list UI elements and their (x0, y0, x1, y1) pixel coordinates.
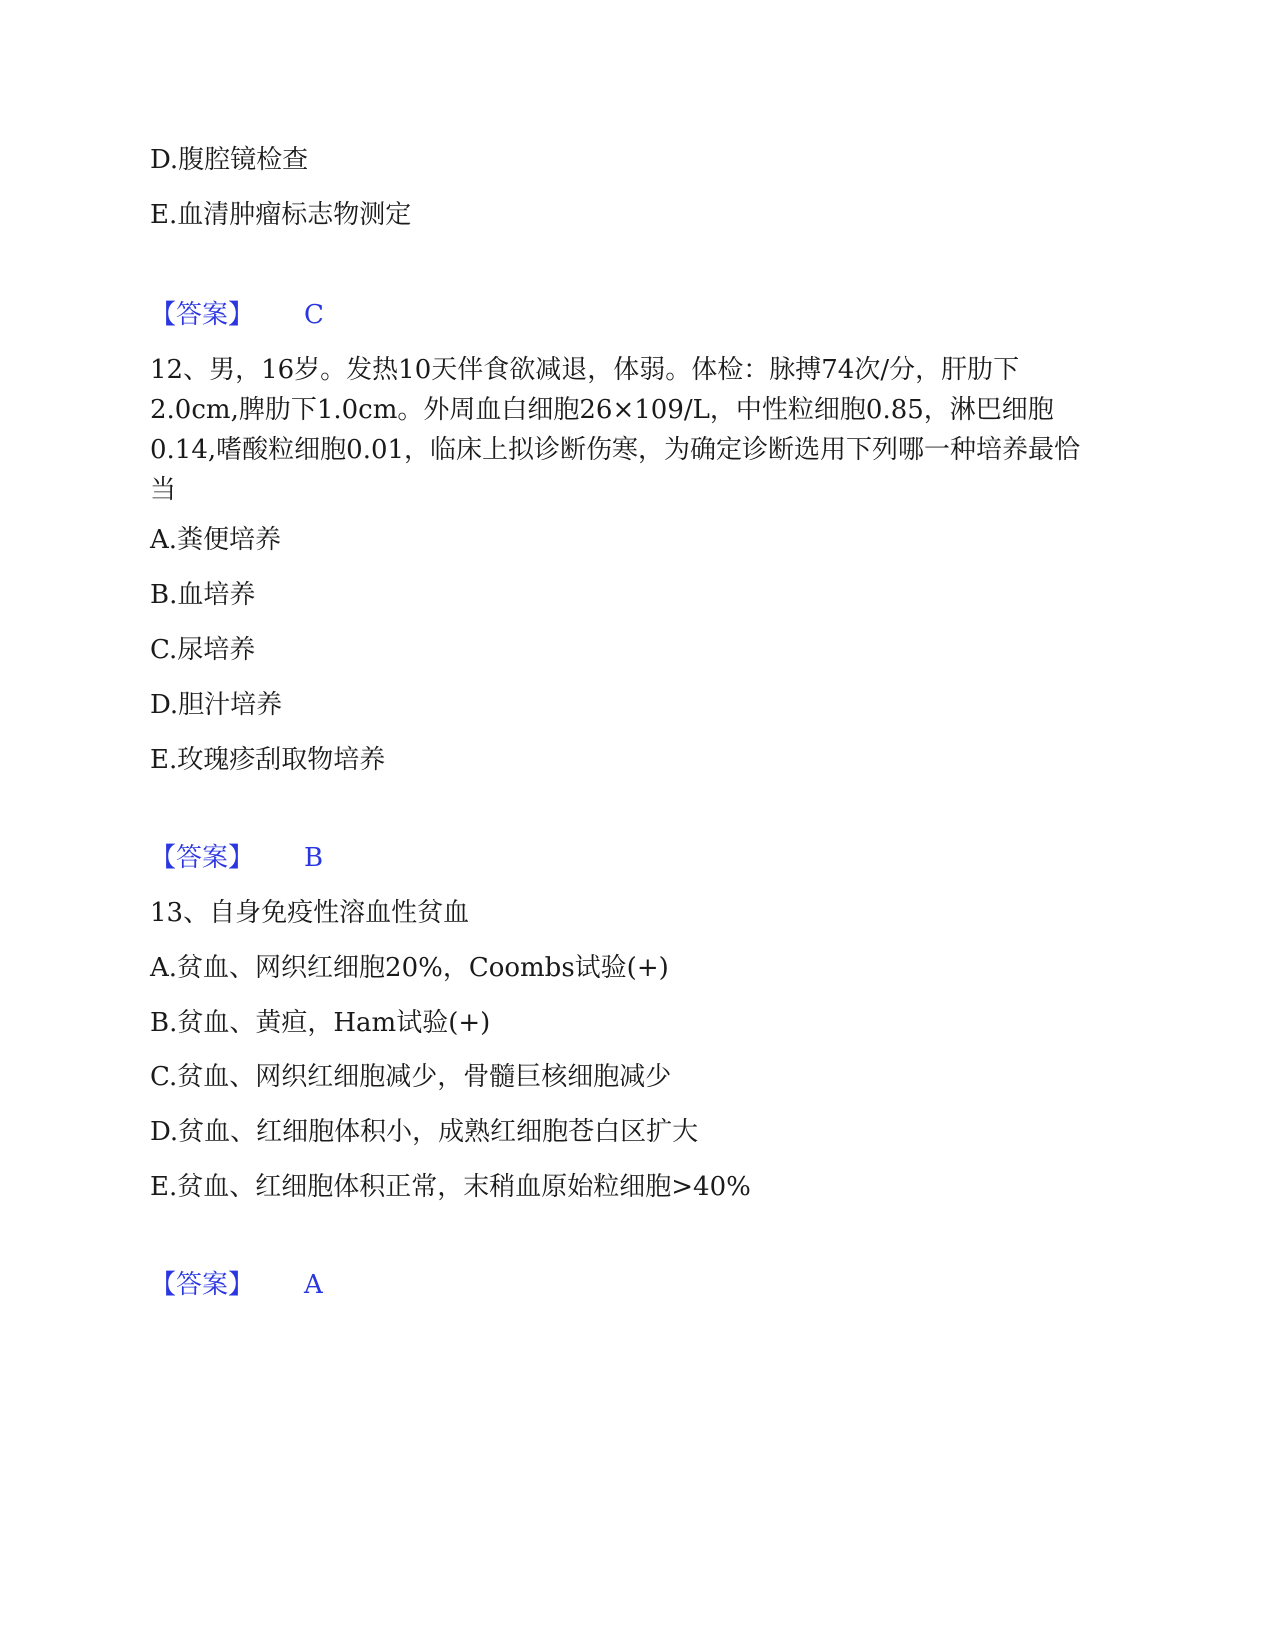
option-c: C.贫血、网织红细胞减少，骨髓巨核细胞减少 (150, 1062, 672, 1092)
answer-value: A (304, 1270, 323, 1300)
option-a: A.粪便培养 (150, 525, 282, 555)
question-stem: 13、自身免疫性溶血性贫血 (150, 898, 470, 928)
option-c: C.尿培养 (150, 635, 256, 665)
option-b: B.贫血、黄疸，Ham试验(+) (150, 1008, 491, 1038)
option-e: E.血清肿瘤标志物测定 (150, 200, 412, 230)
option-e: E.玫瑰疹刮取物培养 (150, 745, 386, 775)
answer-tag: 【答案】 (150, 300, 255, 330)
question-stem: 12、男，16岁。发热10天伴食欲减退，体弱。体检：脉搏74次/分，肝肋下2.0cm,脾肋下1.0cm。外周血白细胞26×109/L，中性粒细胞0.85，淋巴细胞0.14,嗜酸粒细胞0.01，临床上拟诊断伤寒，为确定诊断选用下列哪一种培养最恰当 (150, 355, 1081, 505)
option-d: D.贫血、红细胞体积小，成熟红细胞苍白区扩大 (150, 1117, 699, 1147)
option-b: B.血培养 (150, 580, 256, 610)
answer-line (150, 1265, 323, 1305)
answer-line (150, 295, 324, 335)
answer-tag: 【答案】 (150, 1270, 255, 1300)
answer-line (150, 838, 323, 878)
option-d: D.胆汁培养 (150, 690, 283, 720)
option-a: A.贫血、网织红细胞20%，Coombs试验(+) (150, 953, 669, 983)
option-e: E.贫血、红细胞体积正常，末稍血原始粒细胞>40% (150, 1172, 751, 1202)
answer-tag: 【答案】 (150, 843, 255, 873)
answer-value: B (304, 843, 324, 873)
option-d: D.腹腔镜检查 (150, 145, 309, 175)
answer-value: C (304, 300, 324, 330)
